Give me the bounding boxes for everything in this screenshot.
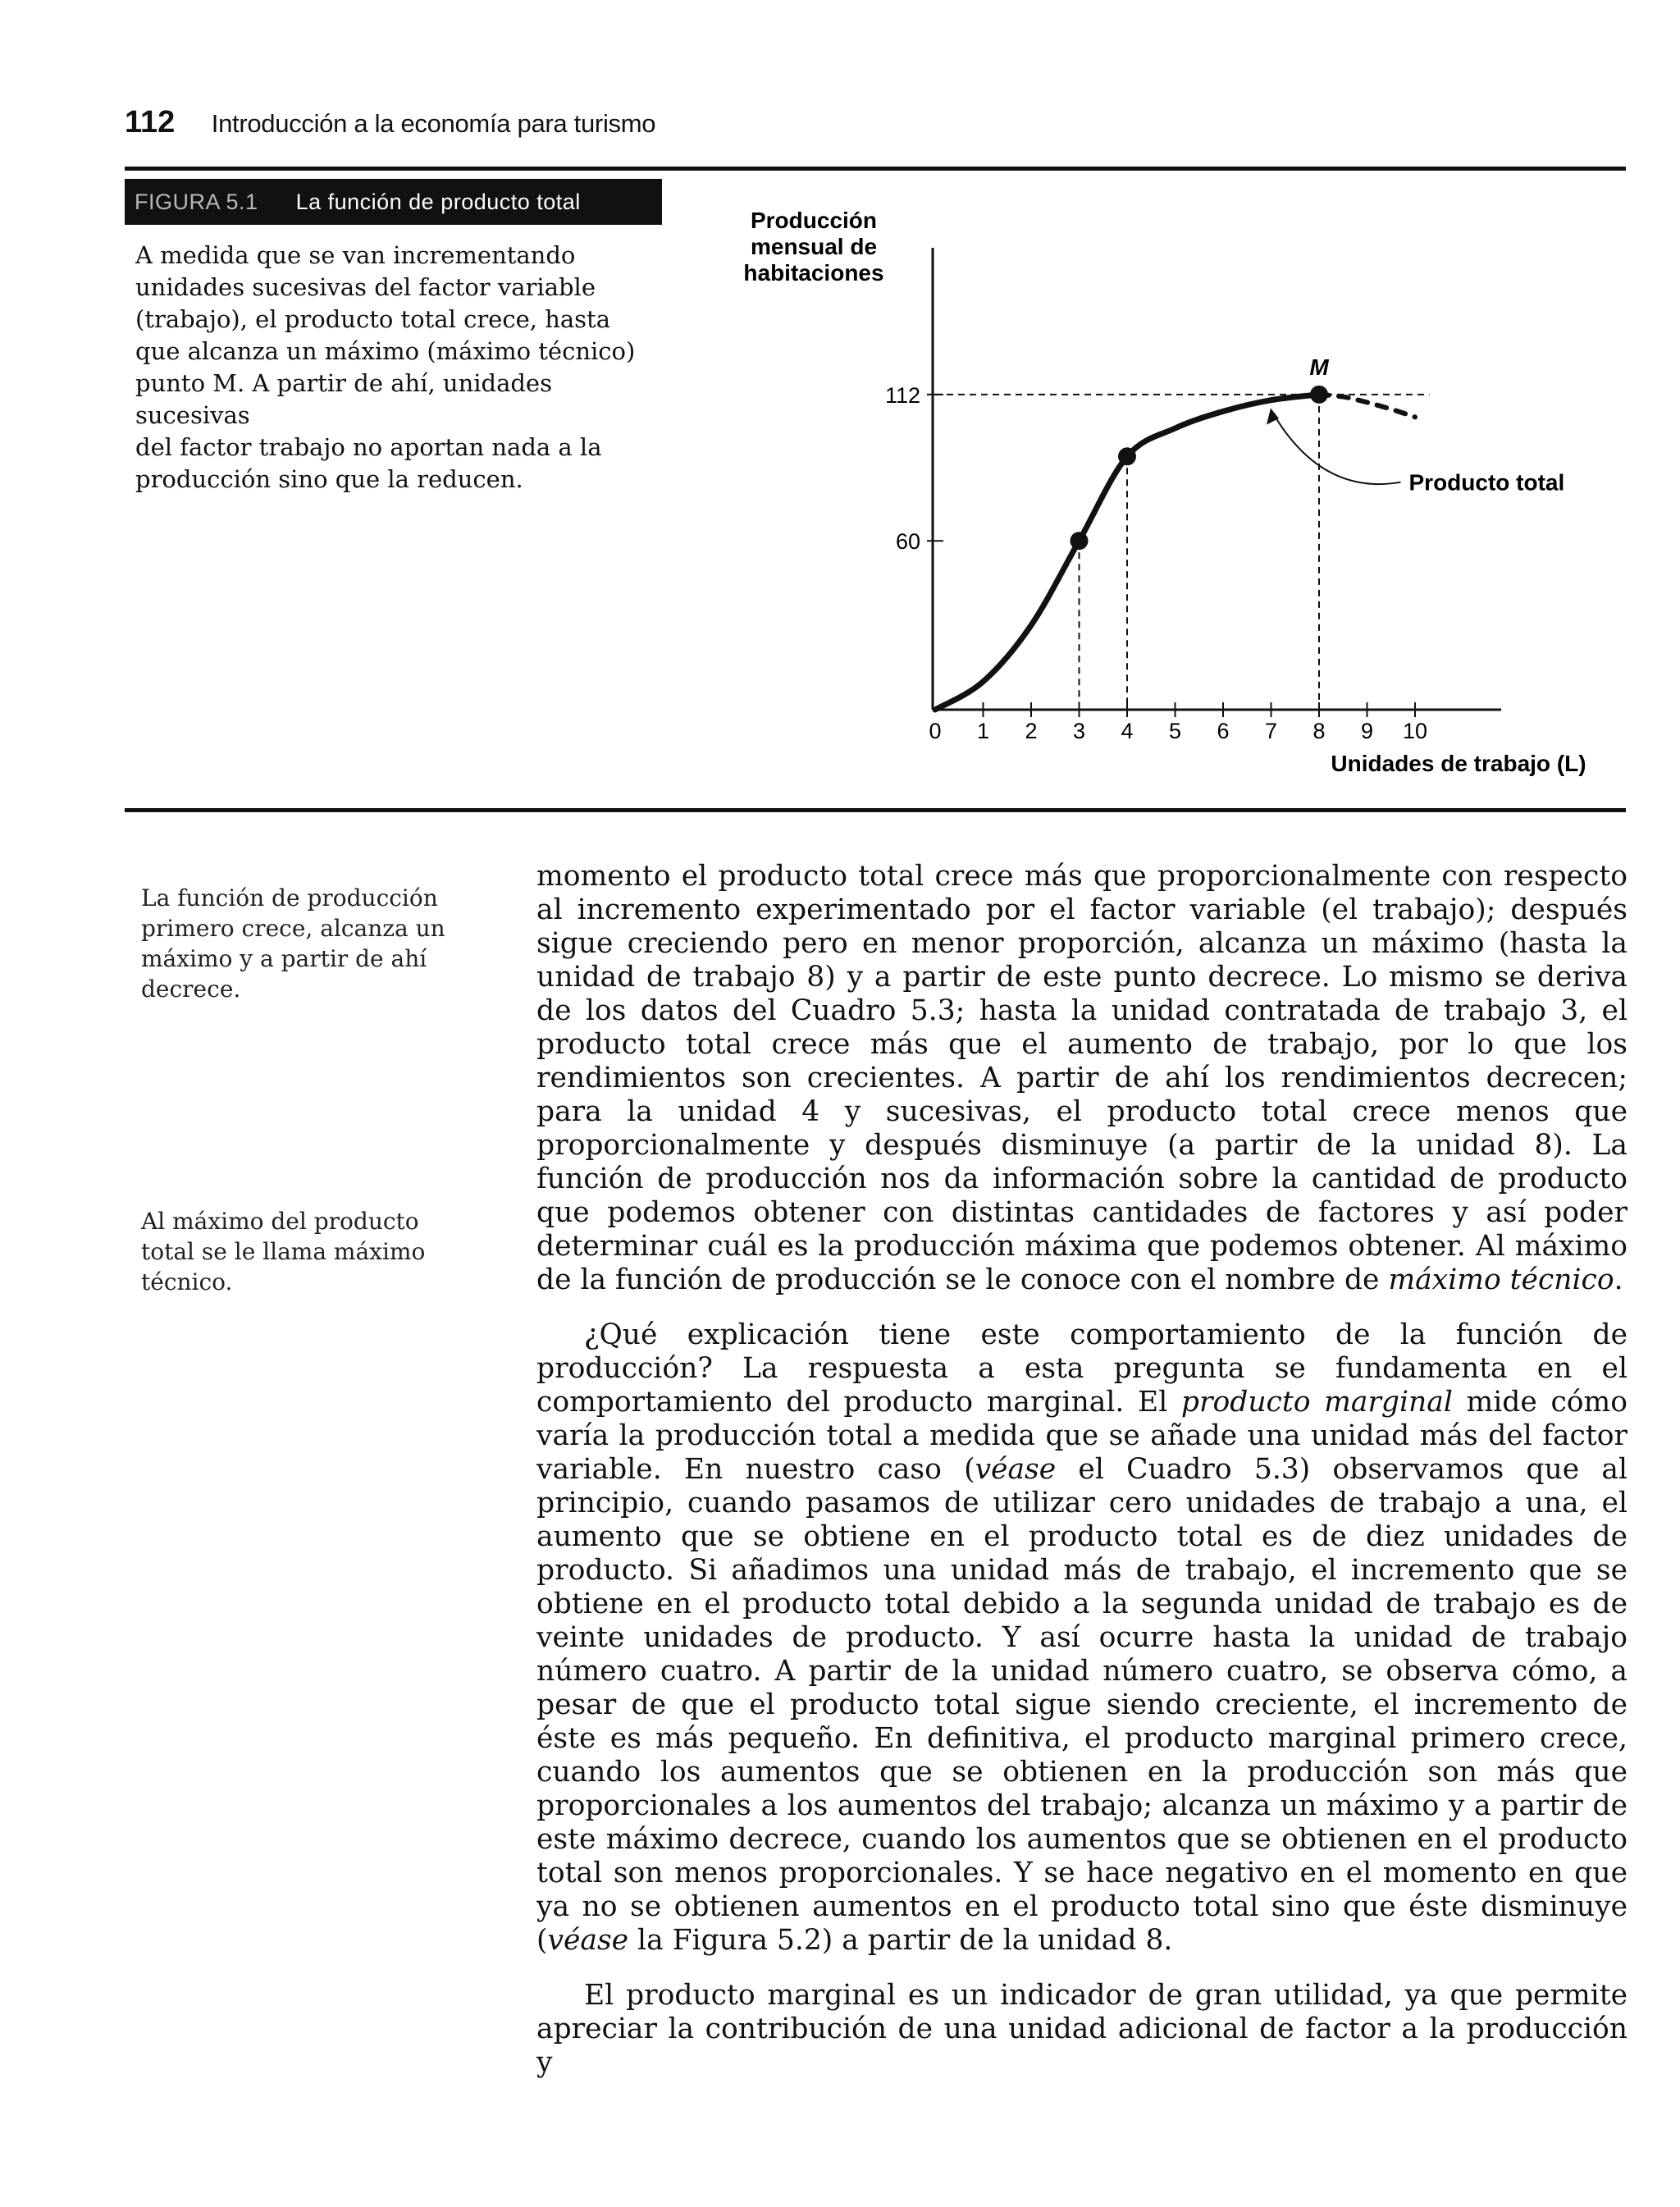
y-label-line: habitaciones [743, 260, 884, 286]
y-label-line: mensual de [750, 234, 878, 259]
text-run: . [1614, 1263, 1623, 1296]
page-number: 112 [125, 105, 176, 139]
text-run: mide cómo varía la producción total a medida que se añade una unidad más del factor variable. En nuestro caso ( [536, 1386, 1628, 1486]
x-tick-label: 3 [1072, 719, 1086, 743]
point-m-label: M [1309, 354, 1329, 380]
italic-term: máximo técnico [1388, 1263, 1614, 1296]
sidenote-line: Al máximo del producto [141, 1208, 419, 1235]
x-tick-label: 1 [976, 719, 990, 743]
figure-label: FIGURA 5.1 [135, 190, 258, 214]
x-axis-label: Unidades de trabajo (L) [1331, 751, 1586, 776]
x-tick-label: 8 [1312, 719, 1326, 743]
italic-term: véase [547, 1924, 629, 1957]
x-tick-label: 0 [929, 719, 942, 743]
sidenote-line: total se le llama máximo [141, 1238, 426, 1265]
book-title: Introducción a la economía para turismo [211, 109, 656, 138]
sidenote [141, 883, 453, 1004]
sidenote-line: máximo y a partir de ahí [141, 945, 427, 972]
caption-line: que alcanza un máximo (máximo técnico) [135, 337, 636, 365]
y-axis-label [743, 208, 883, 286]
curve-point [1118, 447, 1136, 465]
maximum-point-m [1310, 386, 1328, 404]
text-run: el Cuadro 5.3) observamos que al principio, cuando pasamos de utilizar cero unidades de trabajo a una, el aumento que se obtiene en el producto total es de diez unidades de producto. Si añadimos una unidad más de trabajo, el incremento que se obtiene en el producto total debido a la segunda unidad de trabajo es de veinte unidades de producto. Y así ocurre hasta la unidad de trabajo número cuatro. A partir de la unidad número cuatro, se observa cómo, a pesar de que el producto total sigue siendo creciente, el incremento de éste es más pequeño. En definitiva, el producto marginal primero crece, cuando los aumentos que se obtienen en la producción son más que proporcionales a los aumentos del trabajo; alcanza un máximo y a partir de este máximo decrece, cuando los aumentos que se obtienen en el producto total son menos proporcionales. Y se hace negativo en el momento en que ya no se obtienen aumentos en el producto total sino que éste disminuye ( [536, 1453, 1628, 1957]
paragraph [536, 1979, 1628, 2080]
paragraph [536, 1318, 1628, 1958]
annotation-arrow-line [1271, 410, 1401, 484]
sidenote-line: primero crece, alcanza un [141, 915, 445, 942]
figure-caption [135, 240, 669, 496]
curve-point [1071, 532, 1089, 550]
x-tick-label: 7 [1264, 719, 1278, 743]
x-tick-label: 5 [1168, 719, 1182, 743]
sidenote-line: decrece. [141, 976, 241, 1003]
figure-bottom-rule [125, 808, 1626, 812]
y-tick-label: 60 [895, 529, 920, 555]
text-run: momento el producto total crece más que proporcionalmente con respecto al incremento experimentado por el factor variable (el trabajo); después sigue creciendo pero en menor proporción, alcanza un máximo (hasta la unidad de trabajo 8) y a partir de este punto decrece. Lo mismo se deriva de los datos del Cuadro 5.3; hasta la unidad contratada de trabajo 3, el producto total crece más que el aumento de trabajo, por lo que los rendimientos son crecientes. A partir de ahí los rendimientos decrecen; para la unidad 4 y sucesivas, el producto total crece menos que proporcionalmente y después disminuye (a partir de la unidad 8). La función de producción nos da información sobre la cantidad de producto que podemos obtener con distintas cantidades de factores y así poder determinar cuál es la producción máxima que podemos obtener. Al máximo de la función de producción se le conoce con el nombre de [536, 860, 1628, 1296]
total-product-chart [738, 197, 1586, 796]
text-run: ¿Qué explicación tiene este comportamiento de la función de producción? La respuesta a esta pregunta se fundamenta en el comportamiento del producto marginal. El [536, 1318, 1628, 1419]
caption-line: del factor trabajo no aportan nada a la [135, 433, 602, 461]
x-tick-label: 2 [1025, 719, 1038, 743]
x-tick-label: 6 [1217, 719, 1230, 743]
caption-line: producción sino que la reducen. [135, 465, 523, 493]
text-run: El producto marginal es un indicador de gran utilidad, ya que permite apreciar la contribución de una unidad adicional de factor a la producción y [536, 1979, 1628, 2079]
italic-term: véase [975, 1453, 1057, 1486]
x-tick-label: 9 [1360, 719, 1374, 743]
running-header [125, 105, 655, 140]
x-tick-label: 10 [1402, 719, 1428, 743]
caption-line: unidades sucesivas del factor variable [135, 273, 596, 301]
x-tick-label: 4 [1121, 719, 1134, 743]
sidenote-line: La función de producción [141, 884, 438, 912]
sidenote [141, 1206, 453, 1297]
figure-title-bar [125, 179, 662, 225]
caption-line: A medida que se van incrementando [135, 241, 576, 269]
italic-term: producto marginal [1180, 1386, 1453, 1419]
caption-line: (trabajo), el producto total crece, hasta [135, 305, 610, 333]
y-tick-label: 112 [884, 382, 920, 408]
figure-title: La función de producto total [295, 190, 581, 214]
total-product-decreasing-curve [1319, 395, 1415, 418]
y-label-line: Producción [750, 208, 878, 233]
annotation-arrow-head [1268, 410, 1278, 423]
figure-top-rule [125, 167, 1626, 171]
body-text [536, 860, 1628, 2101]
text-run: la Figura 5.2) a partir de la unidad 8. [637, 1924, 1173, 1957]
paragraph [536, 860, 1628, 1297]
sidenote-line: técnico. [141, 1268, 233, 1295]
producto-total-label: Producto total [1408, 469, 1565, 496]
caption-line: punto M. A partir de ahí, unidades sucesivas [135, 369, 552, 429]
